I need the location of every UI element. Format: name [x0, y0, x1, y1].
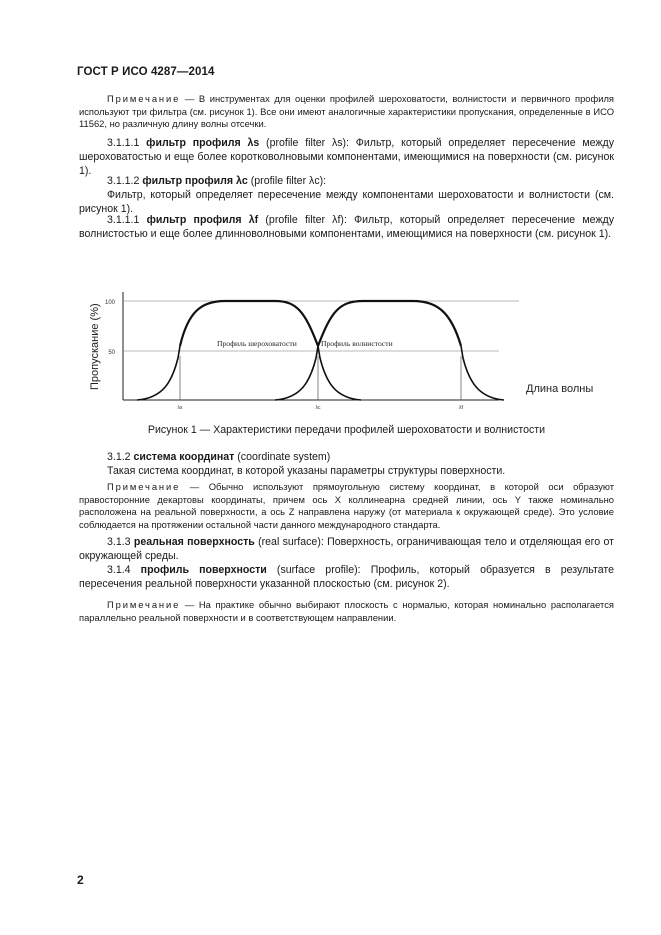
clause-number: 3.1.3: [107, 536, 134, 548]
note-prefix: Примечание: [107, 481, 181, 492]
x-tick-lambda-s: λs: [177, 405, 183, 411]
clause-3-1-4: [79, 563, 614, 591]
filter-curve-lambda-c-right: [318, 346, 361, 400]
clause-text: (profile filter λc):: [247, 175, 327, 187]
page-number: 2: [77, 873, 84, 887]
clause-term: фильтр профиля λc: [142, 175, 248, 187]
clause-3-1-3: [79, 535, 614, 563]
clause-term: реальная поверхность: [133, 536, 255, 548]
transmission-chart: [79, 282, 614, 422]
clause-definition: Фильтр, который определяет пересечение между компонентами шероховатости и волнистости (см. рисунок 1).: [79, 189, 614, 216]
clause-number: 3.1.2: [107, 451, 134, 463]
clause-text: (real surface): Поверхность, ограничивающая тело и отделяющая его от окружающей среды.: [79, 536, 614, 563]
clause-term: профиль поверхности: [140, 564, 267, 576]
note-text: — В инструментах для оценки профилей шероховатости, волнистости и первичного профиля используют три фильтра (см. рисунок 1). Все они имеют аналогичные характеристики пропускания, определенные в ИСО 11562, но различную длину волны отсечки.: [79, 93, 614, 130]
clause-term: система координат: [133, 451, 235, 463]
note-plane: [79, 599, 614, 624]
note-text: — Обычно используют прямоугольную систему координат, в которой оси образуют правосторонние декартовы координаты, причем ось X коллинеарна средней линии, ось Y также номинально расположена на реальной поверхности, а ось Z направлена наружу (от материала к окружающей среде). Это условие соблюдается на протяжении остальной части данного международного стандарта.: [79, 481, 614, 530]
clause-term: фильтр профиля λf: [146, 214, 259, 226]
note-text: — На практике обычно выбирают плоскость с нормалью, которая номинально располагается параллельно реальной поверхности и в соответствующем направлении.: [79, 599, 614, 623]
series-label-waviness: Профиль волнистости: [321, 339, 393, 348]
clause-text: (profile filter λs): Фильтр, который определяет пересечение между шероховатостью и еще более коротковолновыми компонентами, имеющимися на поверхности (см. рисунок 1).: [79, 137, 614, 178]
clause-text: (surface profile): Профиль, который образуется в результате пересечения реальной поверхности указанной плоскостью (см. рисунок 2).: [79, 564, 614, 591]
clause-3-1-2: [79, 450, 614, 478]
clause-3-1-1-2: [79, 174, 614, 217]
clause-text: (profile filter λf): Фильтр, который определяет пересечение между волнистостью и еще более длинноволновыми компонентами, имеющимися на поверхности (см. рисунок 1).: [79, 214, 615, 241]
series-label-roughness: Профиль шероховатости: [217, 339, 297, 348]
x-axis-label: Длина волны: [526, 383, 594, 395]
clause-definition: Такая система координат, в которой указаны параметры структуры поверхности.: [107, 465, 506, 478]
clause-number: 3.1.1.1: [107, 214, 147, 226]
note-prefix: Примечание: [107, 93, 181, 104]
note-coordinates: [79, 481, 614, 531]
clause-text: (coordinate system): [234, 451, 331, 463]
clause-term: фильтр профиля λs: [146, 137, 260, 149]
filter-curve-lambda-s: [137, 346, 180, 400]
clause-number: 3.1.1.2: [107, 175, 143, 187]
standard-header: ГОСТ Р ИСО 4287—2014: [77, 66, 215, 78]
clause-3-1-1-1: [79, 136, 614, 179]
y-tick-100: 100: [104, 300, 115, 306]
x-tick-lambda-c: λc: [315, 405, 321, 411]
filter-curve-lambda-f: [461, 346, 504, 400]
clause-number: 3.1.4: [107, 564, 141, 576]
note-filters: [79, 93, 614, 131]
y-axis-label: Пропускание (%): [89, 303, 101, 390]
y-tick-50: 50: [108, 350, 115, 356]
clause-3-1-1-1-f: [79, 213, 614, 241]
note-prefix: Примечание: [107, 599, 181, 610]
x-tick-lambda-f: λf: [459, 405, 463, 411]
filter-curve-lambda-c-left: [275, 346, 318, 400]
clause-number: 3.1.1.1: [107, 137, 147, 149]
figure-caption: Рисунок 1 — Характеристики передачи профилей шероховатости и волнистости: [147, 424, 546, 436]
